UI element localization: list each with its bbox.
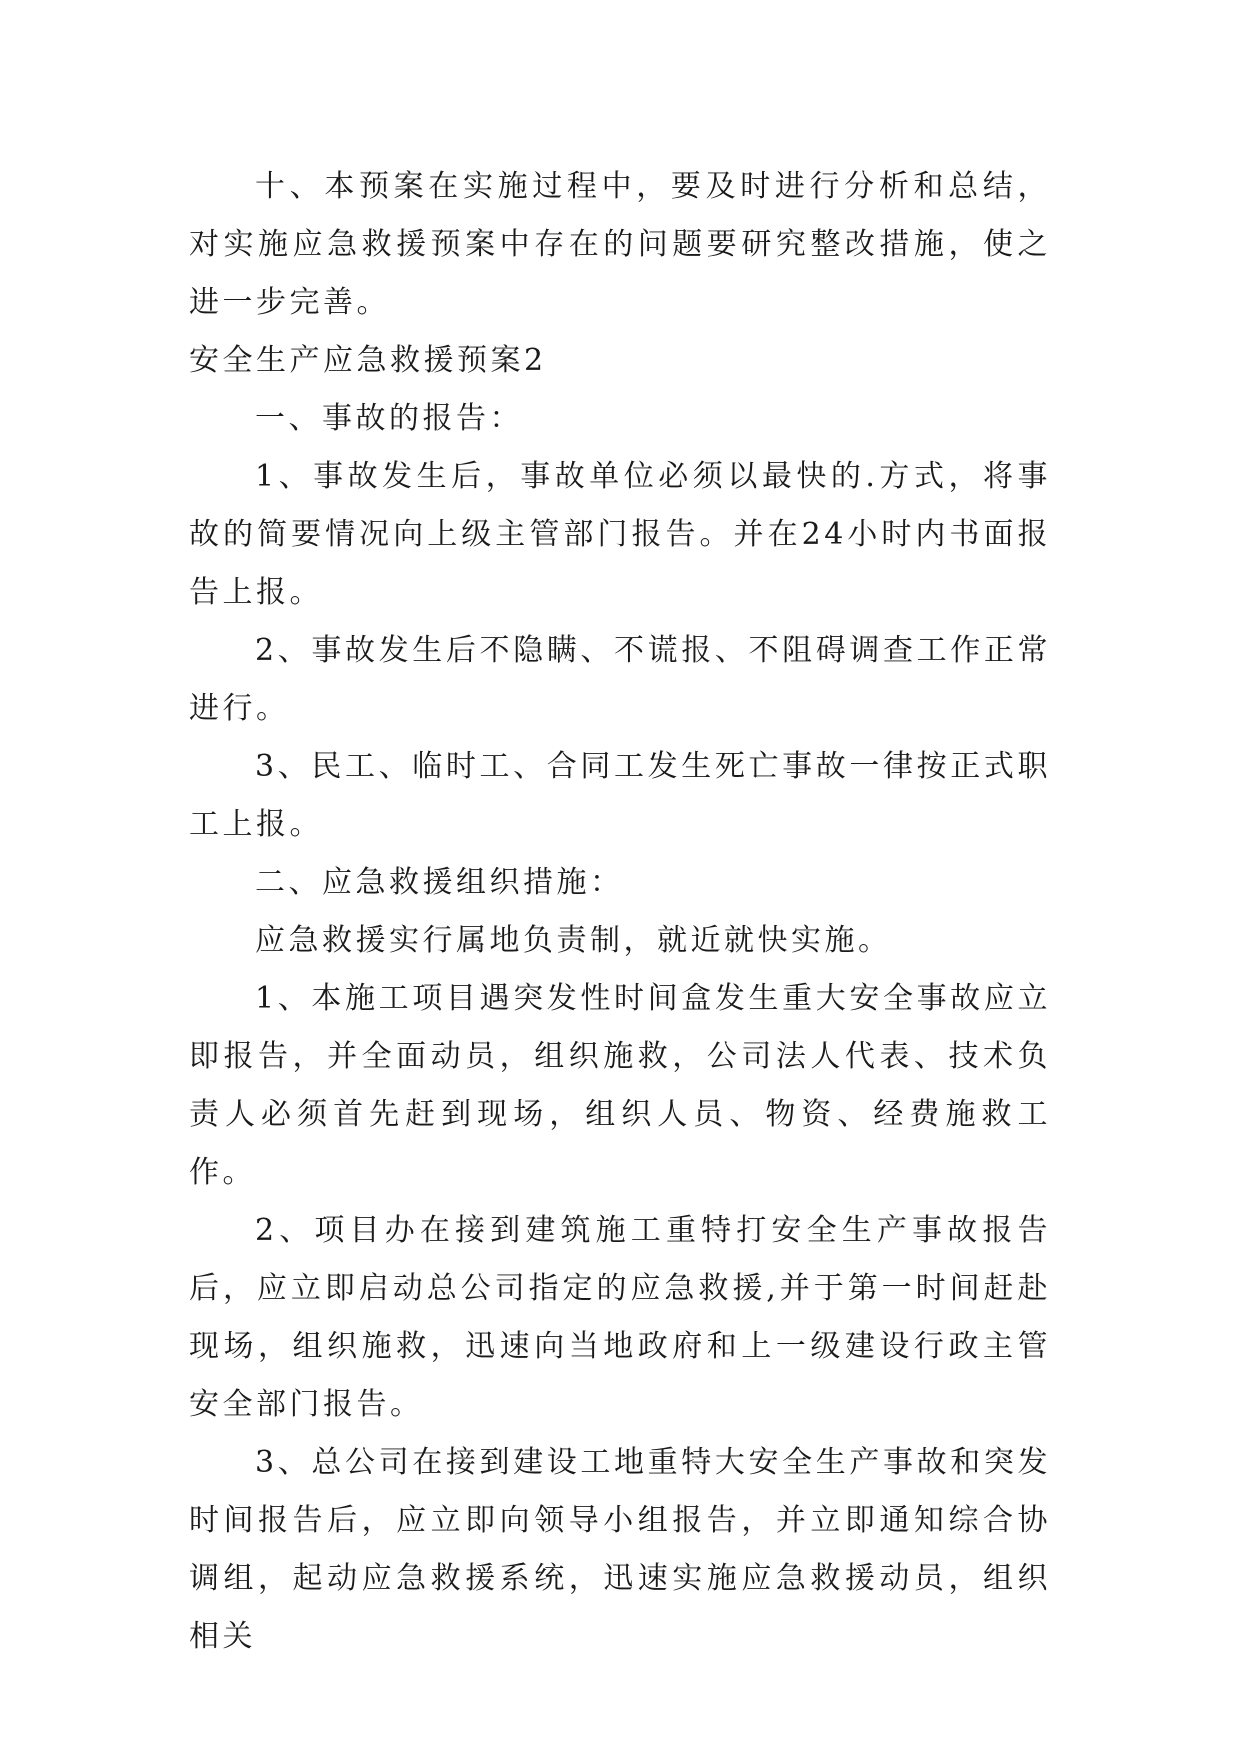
paragraph-rescue-2: 2、项目办在接到建筑施工重特打安全生产事故报告后，应立即启动总公司指定的应急救援,并于第一时间赶赴现场，组织施救，迅速向当地政府和上一级建设行政主管安全部门报告。 (189, 1213, 1051, 1422)
paragraph-report-2: 2、事故发生后不隐瞒、不谎报、不阻碍调查工作正常进行。 (189, 633, 1051, 726)
section-heading-rescue-measures: 二、应急救援组织措施： (255, 865, 624, 900)
paragraph-rescue-3: 3、总公司在接到建设工地重特大安全生产事故和突发时间报告后，应立即向领导小组报告，并立即通知综合协调组，起动应急救援系统，迅速实施应急救援动员，组织相关 (189, 1445, 1051, 1654)
document-body (189, 158, 1051, 1666)
section-heading-accident-report: 一、事故的报告： (255, 401, 523, 436)
paragraph-report-1: 1、事故发生后，事故单位必须以最快的.方式，将事故的简要情况向上级主管部门报告。并在24小时内书面报告上报。 (189, 459, 1051, 610)
paragraph-item-ten: 十、本预案在实施过程中，要及时进行分析和总结，对实施应急救援预案中存在的问题要研究整改措施，使之进一步完善。 (189, 169, 1051, 320)
paragraph-rescue-intro: 应急救援实行属地负责制，就近就快实施。 (255, 923, 892, 958)
section-title: 安全生产应急救援预案2 (189, 343, 547, 378)
paragraph-report-3: 3、民工、临时工、合同工发生死亡事故一律按正式职工上报。 (189, 749, 1051, 842)
paragraph-rescue-1: 1、本施工项目遇突发性时间盒发生重大安全事故应立即报告，并全面动员，组织施救，公司法人代表、技术负责人必须首先赶到现场，组织人员、物资、经费施救工作。 (189, 981, 1051, 1190)
